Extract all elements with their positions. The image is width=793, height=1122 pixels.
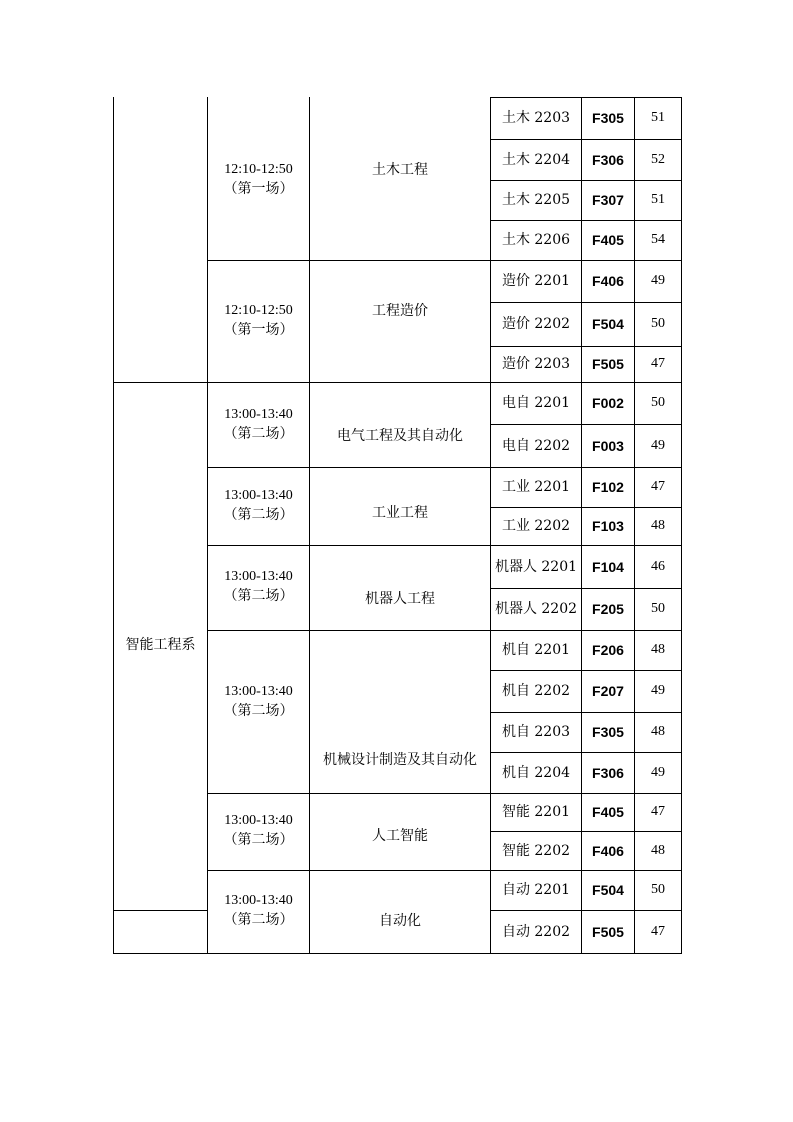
major-name: 工程造价 — [372, 303, 428, 319]
class-name: 土木 2203 — [501, 110, 571, 126]
class-name: 机器人 2202 — [494, 601, 578, 617]
room-number: F205 — [592, 601, 624, 617]
room-number: F504 — [592, 316, 624, 332]
class-name: 机自 2203 — [501, 724, 571, 740]
class-name: 电自 2202 — [501, 437, 571, 454]
student-count: 51 — [651, 110, 665, 125]
major-name: 机器人工程 — [365, 591, 435, 607]
room-number: F206 — [592, 642, 624, 658]
class-name: 工业 2202 — [501, 518, 571, 534]
class-name: 机器人 2201 — [494, 558, 578, 575]
student-count: 49 — [651, 437, 665, 453]
class-name: 土木 2205 — [501, 192, 571, 208]
major-name: 土木工程 — [372, 162, 428, 178]
department-divider — [113, 382, 207, 383]
session-time: 13:00-13:40 （第二场） — [223, 893, 294, 928]
room-number: F305 — [592, 724, 624, 740]
row-divider — [490, 953, 682, 954]
room-number: F306 — [592, 151, 624, 168]
group-divider — [207, 793, 490, 794]
room-number: F003 — [592, 437, 624, 454]
student-count: 47 — [651, 479, 665, 494]
major-name: 自动化 — [379, 913, 421, 929]
room-number: F505 — [592, 356, 624, 372]
group-divider — [207, 870, 490, 871]
room-number: F305 — [592, 110, 624, 126]
student-count: 50 — [651, 395, 665, 410]
student-count: 52 — [651, 151, 665, 167]
room-number: F405 — [592, 804, 624, 820]
student-count: 46 — [651, 558, 665, 574]
session-time: 12:10-12:50 （第一场） — [223, 303, 294, 338]
student-count: 50 — [651, 316, 665, 331]
class-name: 机自 2202 — [501, 683, 571, 699]
room-number: F504 — [592, 882, 624, 898]
group-divider — [207, 382, 490, 383]
room-number: F405 — [592, 232, 624, 248]
major-name: 人工智能 — [372, 828, 428, 844]
room-number: F406 — [592, 273, 624, 289]
room-number: F306 — [592, 764, 624, 781]
student-count: 50 — [651, 601, 665, 616]
class-name: 自动 2201 — [501, 882, 571, 898]
class-name: 造价 2202 — [501, 316, 571, 332]
major-name: 工业工程 — [372, 505, 428, 521]
group-divider — [207, 467, 490, 468]
student-count: 48 — [651, 842, 665, 858]
class-name: 造价 2203 — [501, 356, 571, 372]
group-divider — [207, 260, 490, 261]
class-name: 造价 2201 — [501, 273, 571, 289]
room-number: F102 — [592, 479, 624, 495]
student-count: 48 — [651, 724, 665, 739]
student-count: 49 — [651, 764, 665, 780]
student-count: 47 — [651, 923, 665, 939]
department-divider-bottom — [113, 910, 207, 911]
session-time: 13:00-13:40 （第二场） — [223, 684, 294, 719]
table-border-left — [113, 97, 114, 954]
class-name: 土木 2204 — [501, 151, 571, 168]
room-number: F103 — [592, 518, 624, 534]
session-time: 13:00-13:40 （第二场） — [223, 407, 294, 442]
room-number: F104 — [592, 558, 624, 575]
student-count: 49 — [651, 273, 665, 288]
table-bottom-border — [113, 953, 490, 954]
student-count: 50 — [651, 882, 665, 897]
major-name: 机械设计制造及其自动化 — [323, 752, 477, 768]
class-name: 机自 2201 — [501, 642, 571, 658]
room-number: F505 — [592, 923, 624, 940]
group-divider — [207, 545, 490, 546]
group-divider — [207, 630, 490, 631]
student-count: 54 — [651, 232, 665, 247]
class-name: 机自 2204 — [501, 764, 571, 781]
session-time: 13:00-13:40 （第二场） — [223, 813, 294, 848]
table-border-right — [681, 97, 682, 953]
room-number: F002 — [592, 395, 624, 411]
session-time: 13:00-13:40 （第二场） — [223, 569, 294, 604]
student-count: 48 — [651, 518, 665, 533]
class-name: 智能 2202 — [501, 842, 571, 859]
major-name: 电气工程及其自动化 — [337, 428, 463, 444]
student-count: 48 — [651, 642, 665, 657]
class-name: 工业 2201 — [501, 479, 571, 495]
room-number: F207 — [592, 683, 624, 699]
session-time: 13:00-13:40 （第二场） — [223, 488, 294, 523]
class-name: 智能 2201 — [501, 804, 571, 820]
class-name: 电自 2201 — [501, 395, 571, 411]
room-number: F406 — [592, 842, 624, 859]
student-count: 47 — [651, 804, 665, 819]
student-count: 49 — [651, 683, 665, 698]
room-number: F307 — [592, 192, 624, 208]
student-count: 47 — [651, 356, 665, 371]
department-label: 智能工程系 — [125, 637, 196, 653]
class-name: 土木 2206 — [501, 232, 571, 248]
student-count: 51 — [651, 192, 665, 207]
session-time: 12:10-12:50 （第一场） — [223, 162, 294, 197]
class-name: 自动 2202 — [501, 923, 571, 940]
